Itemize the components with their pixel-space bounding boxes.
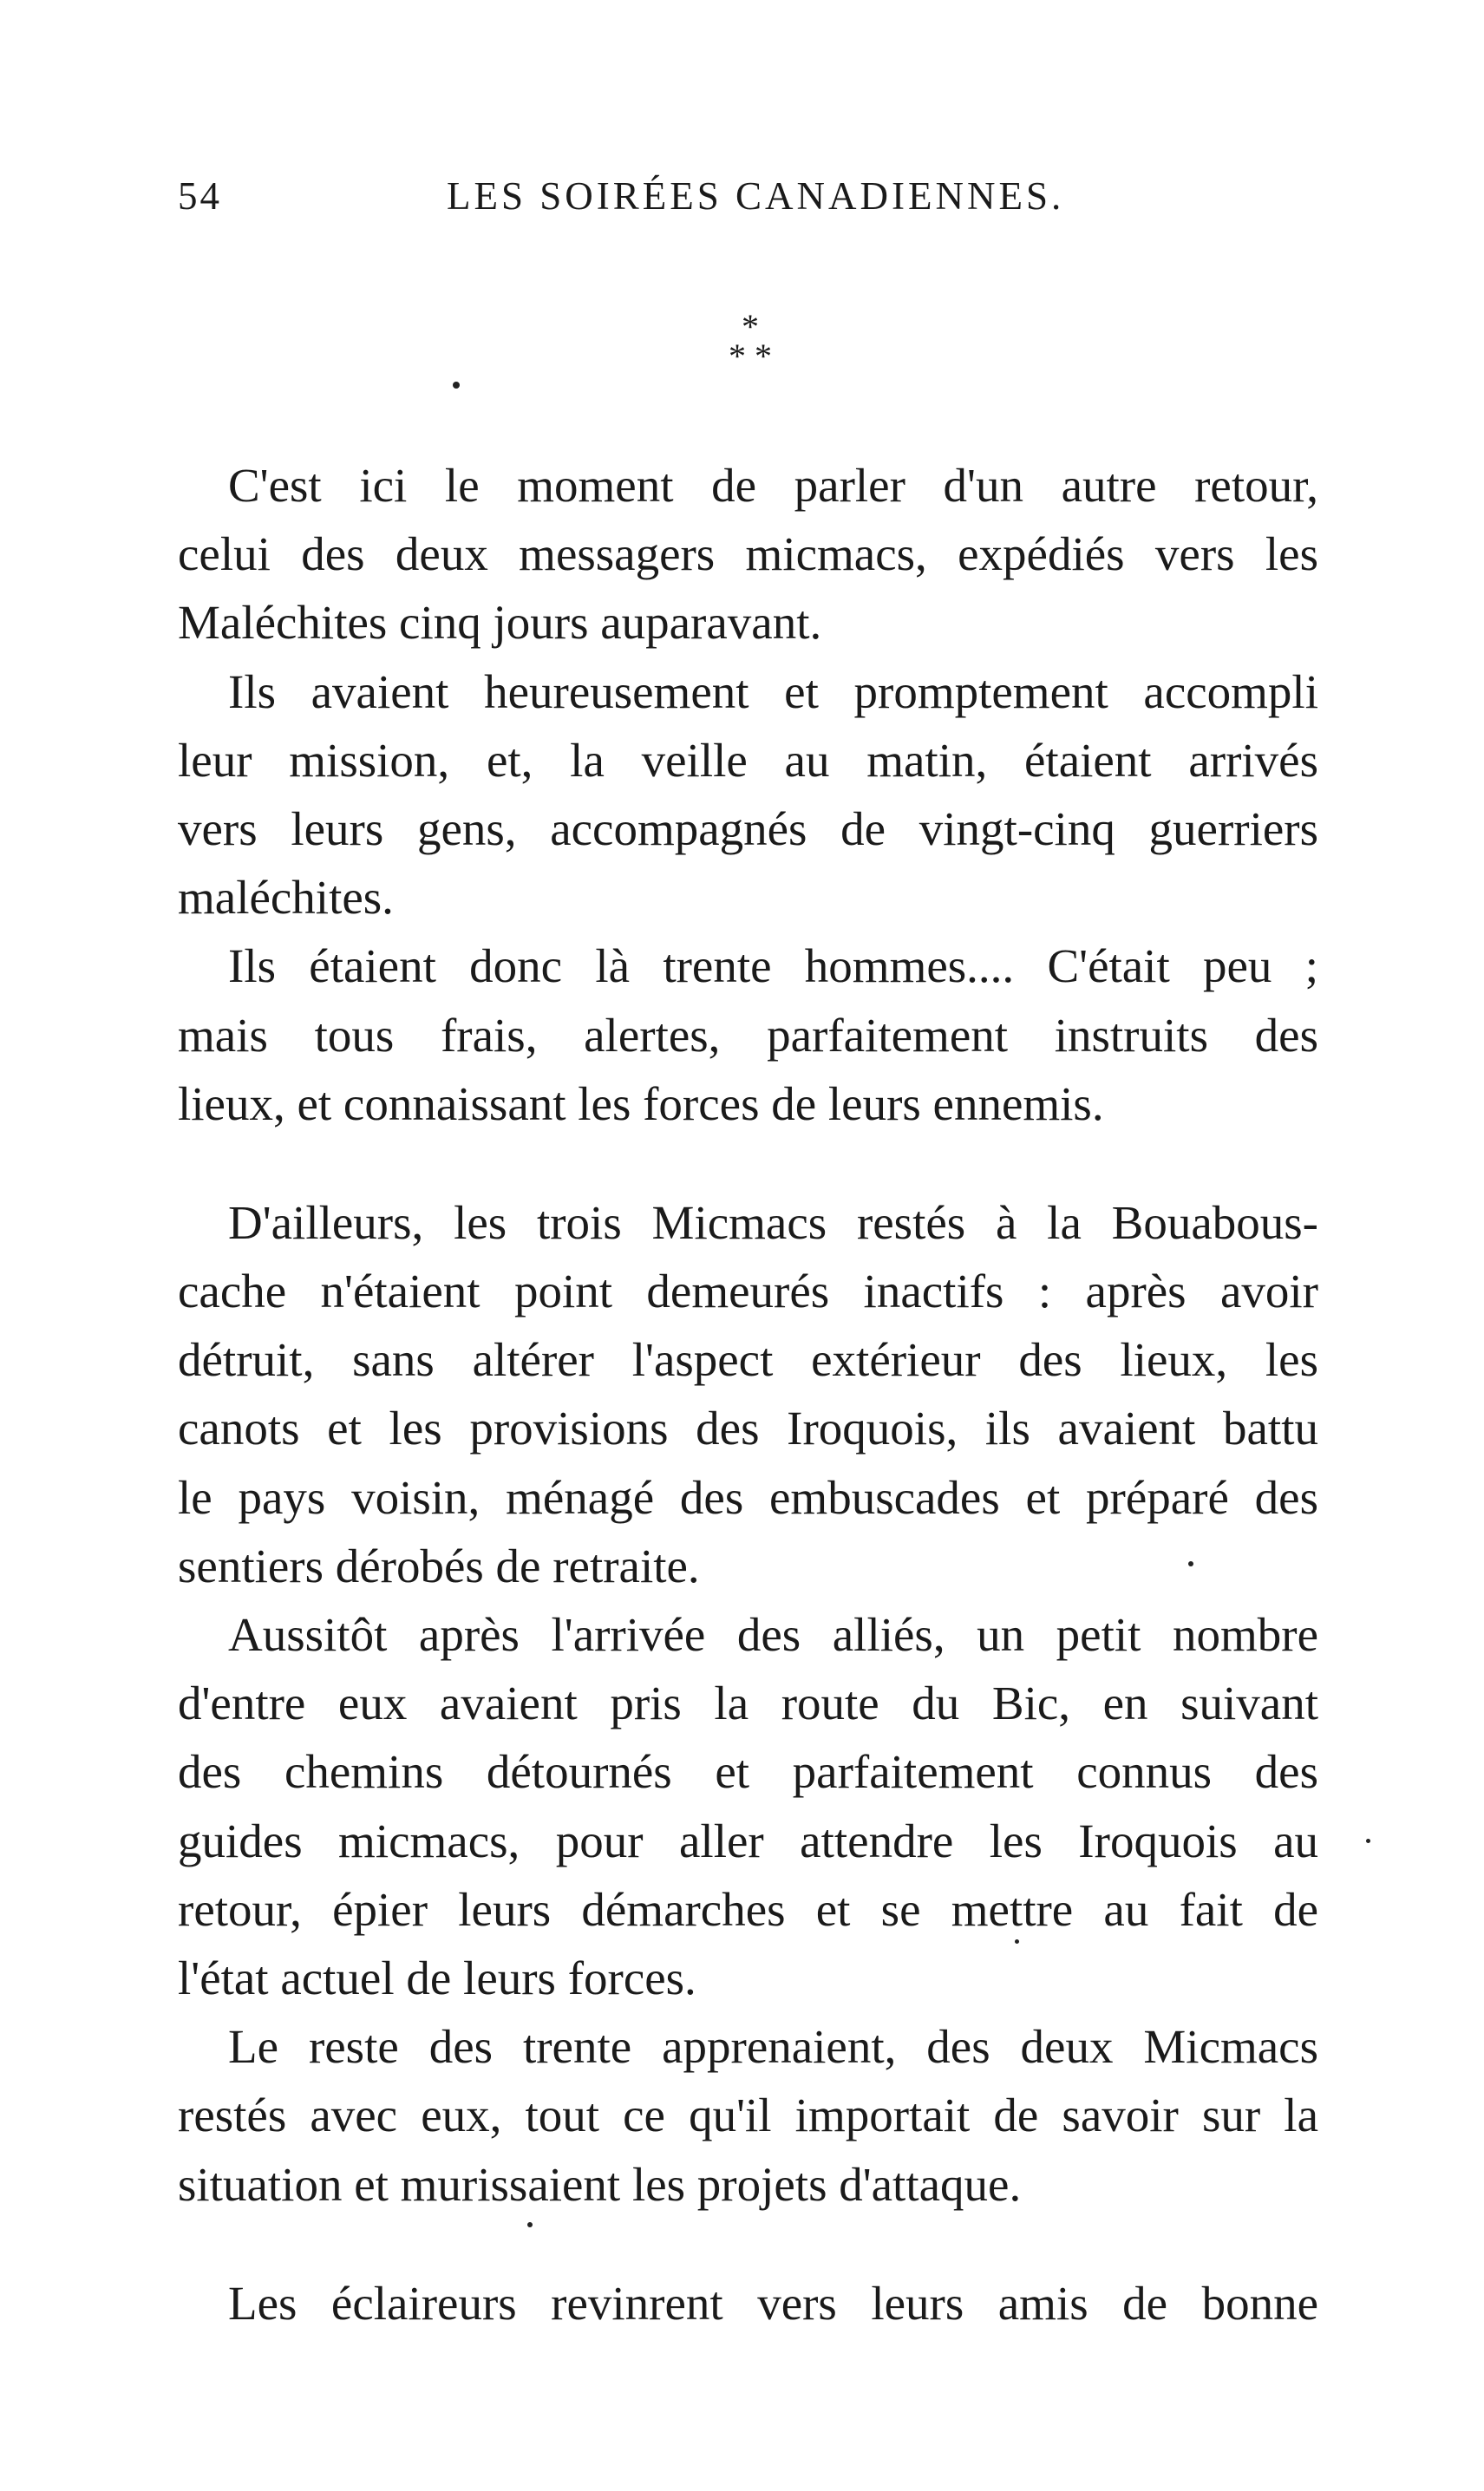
text-line: vers leurs gens, accompagnés de vingt-cinq guerriers (178, 801, 1318, 855)
print-speck (1366, 1839, 1370, 1843)
text-line: leur mission, et, la veille au matin, étaient arrivés (178, 733, 1318, 787)
text-line: C'est ici le moment de parler d'un autre retour, (228, 459, 1318, 512)
asterism-bottom-stars: * * (729, 337, 772, 376)
text-line: guides micmacs, pour aller attendre les Iroquois au (178, 1814, 1318, 1867)
running-title: LES SOIRÉES CANADIENNES. (447, 174, 1065, 218)
text-line: Aussitôt après l'arrivée des alliés, un petit nombre (228, 1608, 1318, 1661)
print-speck (453, 382, 460, 389)
text-line: lieux, et connaissant les forces de leurs ennemis. (178, 1076, 1104, 1130)
text-line: restés avec eux, tout ce qu'il importait de savoir sur la (178, 2089, 1318, 2142)
paragraph-gap (178, 2219, 1318, 2269)
text-line: mais tous frais, alertes, parfaitement instruits des (178, 1008, 1318, 1062)
asterism-top-star: * (742, 307, 759, 346)
text-line: Les éclaireurs revinrent vers leurs amis de bonne (228, 2276, 1318, 2330)
text-line: Ils étaient donc là trente hommes.... C'était peu ; (228, 939, 1318, 993)
text-line: Le reste des trente apprenaient, des deux Micmacs (228, 2020, 1318, 2074)
text-line: détruit, sans altérer l'aspect extérieur des lieux, les (178, 1333, 1318, 1387)
text-line: celui des deux messagers micmacs, expédiés vers les (178, 527, 1318, 581)
page-number: 54 (178, 174, 222, 218)
text-line: Maléchites cinq jours auparavant. (178, 596, 822, 650)
text-line: retour, épier leurs démarches et se mettre au fait de (178, 1882, 1318, 1936)
text-line: Ils avaient heureusement et promptement accompli (228, 664, 1318, 718)
text-line: l'état actuel de leurs forces. (178, 1951, 696, 2004)
running-head (178, 173, 1331, 226)
text-line: le pays voisin, ménagé des embuscades et préparé des (178, 1470, 1318, 1524)
text-line: d'entre eux avaient pris la route du Bic, en suivant (178, 1677, 1318, 1730)
text-line: situation et murissaient les projets d'attaque. (178, 2157, 1022, 2211)
text-line: sentiers dérobés de retraite. (178, 1539, 700, 1592)
text-line: des chemins détournés et parfaitement connus des (178, 1745, 1318, 1799)
section-asterism (711, 307, 789, 376)
paragraph-gap (178, 1138, 1318, 1188)
body-text (178, 451, 1318, 2337)
text-line: D'ailleurs, les trois Micmacs restés à la Bouabous- (228, 1195, 1318, 1249)
text-line: maléchites. (178, 871, 394, 925)
text-line: canots et les provisions des Iroquois, ils avaient battu (178, 1402, 1318, 1455)
text-line: cache n'étaient point demeurés inactifs : après avoir (178, 1265, 1318, 1318)
